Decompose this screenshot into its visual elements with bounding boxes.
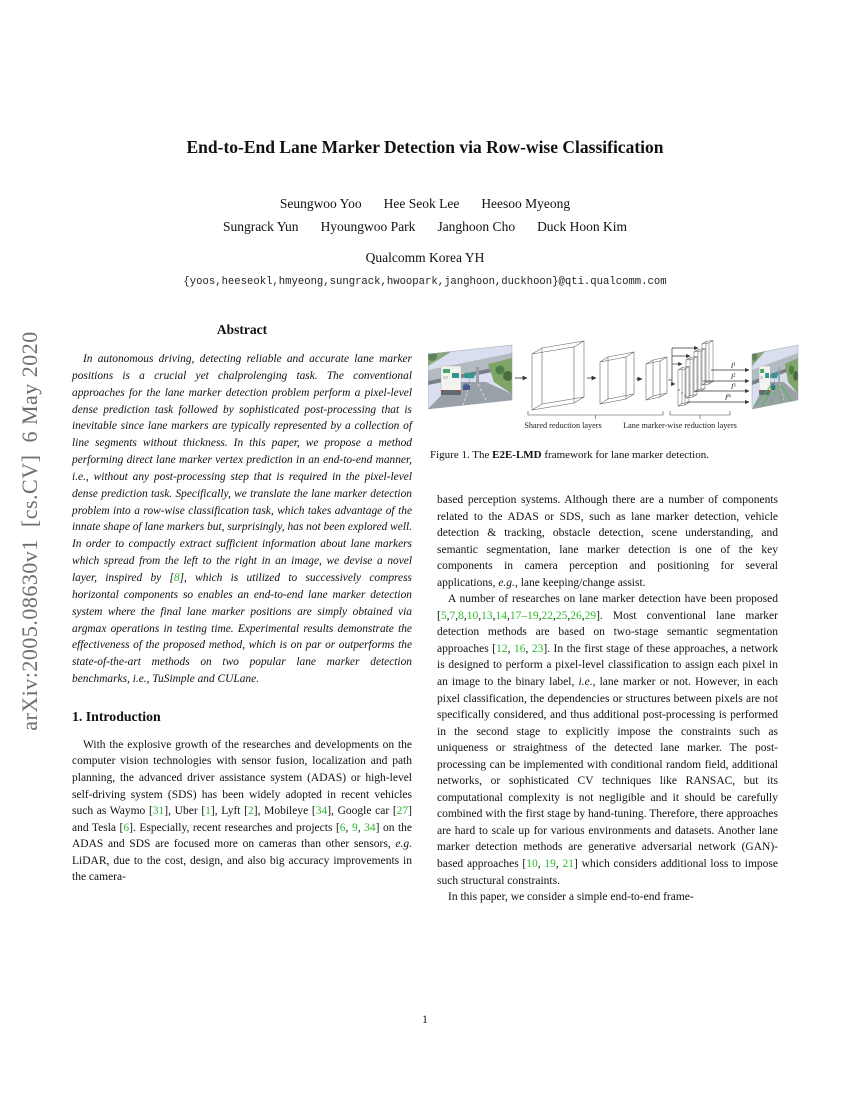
output-label-l2: $l^2$	[731, 372, 736, 381]
section-heading-introduction: 1. Introduction	[72, 708, 161, 724]
text-run: ,	[581, 609, 585, 622]
citation-link[interactable]: 8	[173, 571, 180, 584]
text-run: ,	[345, 821, 352, 834]
right-paragraph-3	[437, 889, 778, 906]
left-column	[72, 322, 412, 886]
text-run: framework for lane marker detection.	[541, 449, 709, 461]
citation-link[interactable]: 34	[315, 805, 328, 818]
author-name: Sungrack Yun	[222, 219, 299, 234]
lane-marker-wise-reduction-layers-label: Lane marker-wise reduction layers	[623, 421, 737, 430]
text-run: With the explosive growth of the researches and developments on the computer vision technologies with sensor fusion, localization and path planning, the advanced driver assistance system (ADAS) or high-level self-driving system (SDS) has been widely adopted in recent vehicles such as Waymo [	[72, 738, 412, 818]
text-run: In this paper, we consider a simple end-to-end frame-	[448, 891, 694, 904]
page-number: 1	[422, 1014, 428, 1026]
text-run: ,	[446, 609, 450, 622]
text-run: ]. Most conventional lane marker detection methods are based on two-stage semantic segmentation approaches [	[437, 609, 778, 655]
citation-link[interactable]: 6	[339, 821, 346, 834]
citation-link[interactable]: 29	[584, 609, 597, 622]
text-run: ,	[567, 609, 571, 622]
author-list-line1	[0, 196, 850, 212]
citation-link[interactable]: 16	[513, 642, 526, 655]
text-run: e.g.	[395, 838, 412, 851]
citation-link[interactable]: 31	[152, 805, 165, 818]
text-run: e.g.	[498, 576, 515, 589]
citation-link[interactable]: 7	[449, 609, 456, 622]
text-run: i.e.	[578, 676, 593, 689]
citation-link[interactable]: 1	[205, 805, 211, 818]
citation-link[interactable]: 10	[526, 858, 538, 871]
figure-1-caption	[430, 449, 778, 461]
text-run: ], Google car [	[327, 805, 397, 818]
shared-reduction-layers-label: Shared reduction layers	[524, 421, 602, 430]
text-run: ,	[525, 642, 532, 655]
text-run: ] on the ADAS and SDS are focused more on cameras than other sensors,	[72, 821, 413, 851]
introduction-paragraph	[72, 737, 412, 886]
e2e-lmd-framework-figure	[428, 340, 800, 436]
citation-link[interactable]: 19	[544, 858, 556, 871]
text-run: ], which is utilized to successively compress horizontal components so enables an end-to-end lane marker detection system where the final lane marker positions are simply obtained via argmax operations in testing time. Experimental results demonstrate the effectiveness of the proposed method, which is on par or outperforms the state-of-the-art methods on two popular lane marker detection benchmarks, i.e., TuSimple and CULane.	[72, 571, 412, 686]
text-run: ,	[492, 609, 496, 622]
text-run: , lane keeping/change assist.	[514, 576, 646, 589]
author-emails: {yoos,heeseokl,hmyeong,sungrack,hwoopark,janghoon,duckhoon}@qti.qualcomm.com	[183, 276, 667, 288]
text-run: In autonomous driving, detecting reliable and accurate lane marker positions is a crucial yet chalprolenging task. The conventional approaches for the lane marker detection problem perform a pixel-level dense prediction task followed by sophisticated post-processing that is inevitable since lane markers are typically represented by a collection of line segments without thickness. In this paper, we propose a method performing direct lane marker vertex prediction in an end-to-end manner, i.e., without any post-processing step that is required in the pixel-level dense prediction task. Specifically, we translate the lane marker detection problem into a row-wise classification task, which takes advantage of the innate shape of lane markers but, surprisingly, has not been explored well. In order to compactly extract sufficient information about lane markers which spread from the left to the right in an image, we devise a novel layer, inspired by [	[72, 353, 412, 584]
arxiv-identifier: arXiv:2005.08630v1 [cs.CV] 6 May 2020	[17, 331, 42, 731]
affiliation: Qualcomm Korea YH	[365, 250, 485, 265]
text-run: ,	[478, 609, 482, 622]
text-run: ,	[506, 609, 510, 622]
citation-link[interactable]: 23	[531, 642, 544, 655]
citation-link[interactable]: 10	[466, 609, 479, 622]
author-name: Seungwoo Yoo	[279, 196, 362, 211]
text-run: E2E-LMD	[492, 449, 542, 461]
citation-link[interactable]: 27	[396, 805, 409, 818]
figure-1-diagram	[428, 340, 800, 436]
text-run: ], Lyft [	[210, 805, 248, 818]
output-label-lN: $l^N$	[725, 393, 731, 402]
citation-link[interactable]: 21	[562, 858, 575, 871]
author-name: Hyoungwoo Park	[320, 219, 416, 234]
author-name: Duck Hoon Kim	[537, 219, 628, 234]
citation-link[interactable]: 5	[440, 609, 447, 622]
citation-link[interactable]: 13	[481, 609, 493, 622]
right-paragraph-1	[437, 492, 778, 591]
citation-link[interactable]: 6	[123, 821, 130, 834]
citation-link[interactable]: 22	[541, 609, 553, 622]
citation-link[interactable]: 17–19	[509, 609, 539, 622]
text-run: A number of researches on lane marker detection have been proposed [	[437, 593, 778, 622]
right-paragraph-2	[437, 591, 778, 889]
text-run: , lane marker or not. However, in each pixel classification, the dependencies or structures between pixels are not specifically considered, and thus additional post-processing is performed in the second stage to explicitly impose the constraints such as uniqueness or straightness of the detected lane marker. The post-processing can be implemented with conditional random field, additional networks, or sophisticated CV techniques like RANSAC, but its computational complexity is not negligible and it should be carefully combined with the first stage by hand-tuning. Therefore, there approaches are hard to scale up for various environments and datasets. Another lane marker detection methods are generative adversarial network (GAN)-based approaches [	[437, 676, 779, 871]
citation-link[interactable]: 34	[364, 821, 376, 834]
right-column	[437, 492, 778, 906]
shared-reduction-boxes	[532, 341, 667, 410]
text-run: ,	[537, 858, 545, 871]
output-arrows	[687, 370, 749, 402]
branch-connector	[668, 348, 698, 384]
citation-link[interactable]: 14	[495, 609, 507, 622]
text-run: ,	[463, 609, 467, 622]
text-run: ], Mobileye [	[253, 805, 316, 818]
text-run: ,	[507, 642, 514, 655]
output-label-l3: $l^3$	[731, 382, 736, 391]
citation-link[interactable]: 8	[458, 609, 464, 622]
author-name: Heesoo Myeong	[481, 196, 571, 211]
text-run: based perception systems. Although there are a number of components related to the ADAS or SDS, such as lane marker detection, vehicle detection & tracking, obstacle detection, scene understanding, and semantic segmentation, lane marker detection is one of the key components in camera perception and positioning for several applications,	[437, 494, 778, 589]
text-run: ]. In the first stage of these approaches, a network is designed to perform a pixel-level classification to assign each pixel in an image to the binary label,	[437, 642, 778, 689]
citation-link[interactable]: 25	[555, 609, 568, 622]
text-run: ] which considers additional loss to impose such structural constraints.	[437, 858, 779, 887]
author-name: Hee Seok Lee	[383, 196, 460, 211]
paper-title: End-to-End Lane Marker Detection via Row-wise Classification	[186, 137, 664, 157]
citation-link[interactable]: 9	[351, 821, 358, 834]
text-run: ]. Especially, recent researches and projects [	[129, 821, 340, 834]
citation-link[interactable]: 26	[570, 609, 582, 622]
text-run: ,	[538, 609, 542, 622]
author-list-line2	[0, 219, 850, 235]
text-run: ,	[555, 858, 563, 871]
abstract-heading: Abstract	[216, 322, 268, 337]
abstract-paragraph	[72, 351, 412, 688]
lane-marker-wise-boxes	[678, 341, 713, 407]
figure-braces	[528, 411, 730, 419]
text-run: ], Uber [	[164, 805, 206, 818]
text-run: Figure 1. The	[430, 449, 493, 461]
citation-link[interactable]: 2	[247, 805, 254, 818]
author-name: Janghoon Cho	[437, 219, 516, 234]
text-run: ,	[455, 609, 459, 622]
text-run: ] and Tesla [	[72, 805, 413, 834]
text-run: LiDAR, due to the cost, design, and also big accuracy improvements in the camera-	[72, 854, 412, 884]
output-label-l1: $l^1$	[731, 361, 736, 370]
text-run: ,	[357, 821, 365, 834]
text-run: ,	[552, 609, 556, 622]
citation-link[interactable]: 12	[496, 642, 508, 655]
